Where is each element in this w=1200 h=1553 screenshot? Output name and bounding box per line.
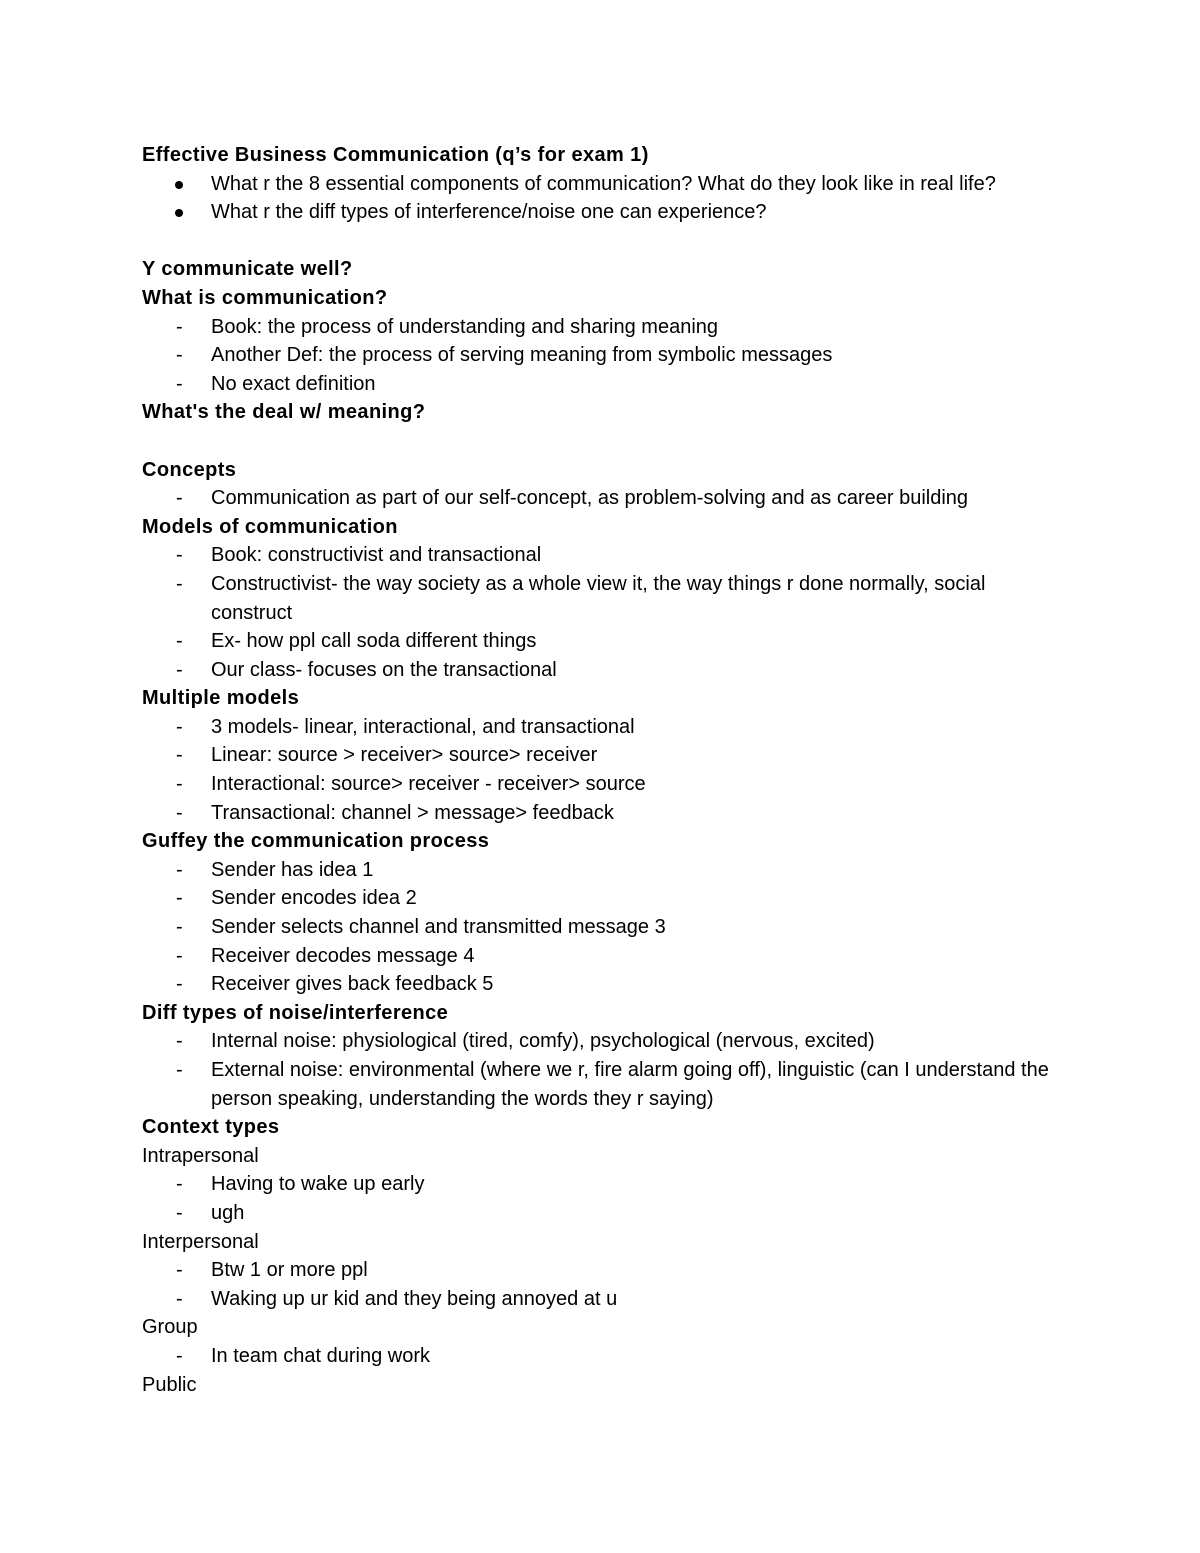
list-item: Sender has idea 1 (211, 858, 374, 881)
heading-what: What is communication? (142, 286, 388, 309)
heading-noise: Diff types of noise/interference (142, 1001, 449, 1024)
exam-questions-list (142, 170, 1072, 227)
list-item: No exact definition (211, 372, 376, 395)
list-item: External noise: environmental (where we r, fire alarm going off), linguistic (can I understand the person speaking, understanding the words they r saying) (211, 1059, 1049, 1110)
list-item: Book: constructivist and transactional (211, 544, 542, 567)
list-item: Our class- focuses on the transactional (211, 658, 557, 681)
list-item: Sender selects channel and transmitted message 3 (211, 916, 666, 939)
list-item: Book: the process of understanding and sharing meaning (211, 315, 719, 338)
list-item: Receiver gives back feedback 5 (211, 973, 494, 996)
guffey-list (142, 856, 1072, 999)
list-item: Receiver decodes message 4 (211, 944, 475, 967)
list-item: In team chat during work (211, 1344, 430, 1367)
intrapersonal-list (142, 1170, 1072, 1227)
what-list (142, 313, 1072, 399)
interpersonal-list (142, 1256, 1072, 1313)
document-title: Effective Business Communication (q’s for exam 1) (142, 144, 649, 166)
list-item: Interactional: source> receiver - receiver> source (211, 773, 646, 796)
concepts-list (142, 484, 1072, 513)
heading-concepts: Concepts (142, 458, 237, 481)
list-item: Constructivist- the way society as a whole view it, the way things r done normally, social construct (211, 572, 986, 624)
list-item: Communication as part of our self-concept, as problem-solving and as career building (211, 487, 969, 510)
heading-context-types: Context types (142, 1116, 280, 1139)
heading-models: Models of communication (142, 515, 398, 538)
list-item: ugh (211, 1201, 245, 1224)
blank-line (142, 227, 1072, 256)
list-item: What r the 8 essential components of communication? What do they look like in real life? (211, 172, 996, 195)
list-item: Ex- how ppl call soda different things (211, 630, 537, 653)
heading-why: Y communicate well? (142, 258, 353, 281)
document-content (142, 141, 1072, 1399)
list-item: Waking up ur kid and they being annoyed at u (211, 1287, 618, 1310)
list-item: Having to wake up early (211, 1173, 425, 1196)
multiple-models-list (142, 713, 1072, 827)
blank-line (142, 427, 1072, 456)
heading-multiple-models: Multiple models (142, 687, 300, 710)
list-item: 3 models- linear, interactional, and transactional (211, 715, 635, 738)
list-item: Transactional: channel > message> feedback (211, 801, 614, 824)
list-item: What r the diff types of interference/noise one can experience? (211, 201, 767, 224)
context-intrapersonal-label: Intrapersonal (142, 1144, 259, 1167)
list-item: Another Def: the process of serving meaning from symbolic messages (211, 344, 833, 367)
list-item: Sender encodes idea 2 (211, 887, 417, 910)
heading-meaning: What's the deal w/ meaning? (142, 401, 426, 424)
context-group-label: Group (142, 1316, 198, 1339)
list-item: Linear: source > receiver> source> receiver (211, 744, 598, 767)
noise-list (142, 1027, 1072, 1113)
context-interpersonal-label: Interpersonal (142, 1230, 259, 1253)
models-list (142, 541, 1072, 684)
group-list (142, 1342, 1072, 1371)
context-public-label: Public (142, 1373, 197, 1396)
list-item: Btw 1 or more ppl (211, 1259, 368, 1282)
list-item: Internal noise: physiological (tired, comfy), psychological (nervous, excited) (211, 1030, 875, 1053)
heading-guffey: Guffey the communication process (142, 830, 490, 853)
